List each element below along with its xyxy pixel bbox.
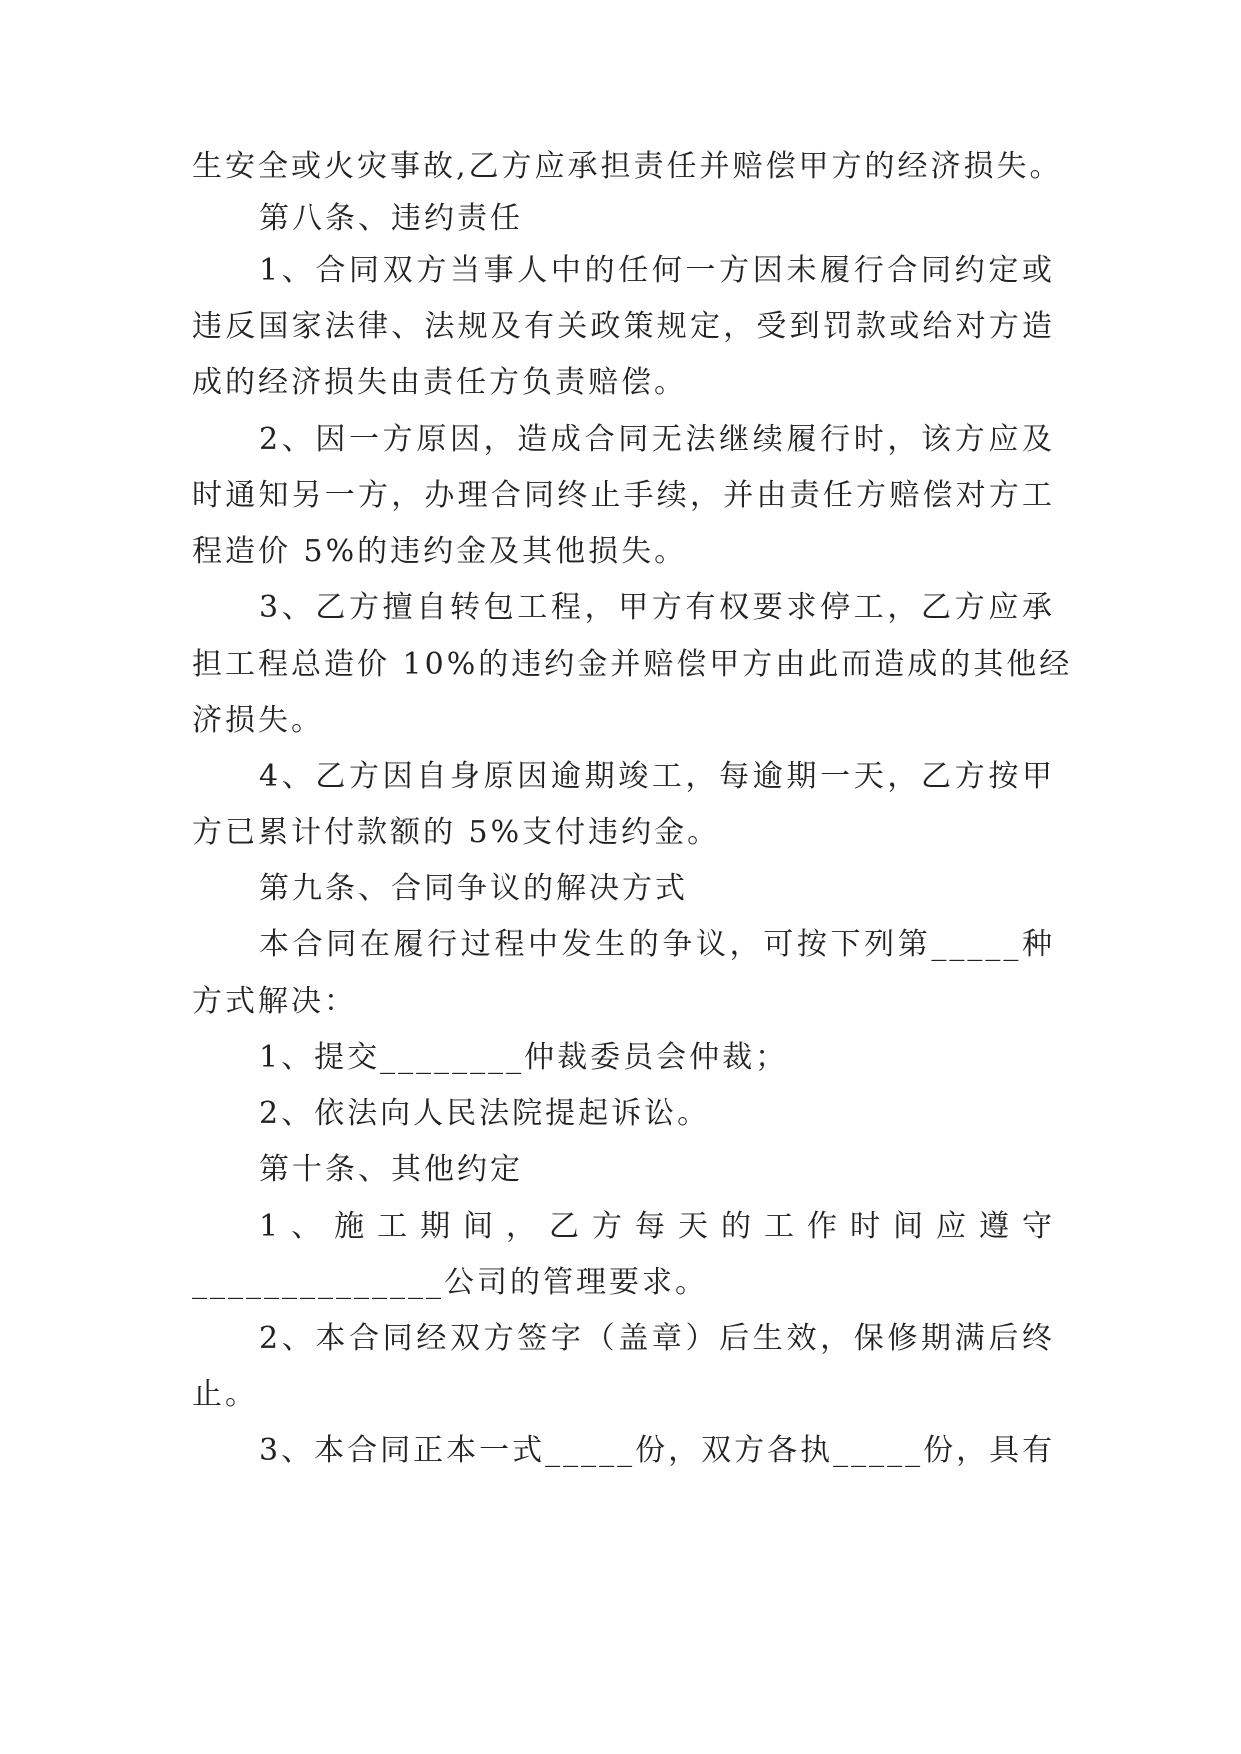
text-line: 方式解决： — [192, 984, 357, 1019]
text-line: 1、提交________仲裁委员会仲裁； — [259, 1040, 789, 1075]
text-line: 4、乙方因自身原因逾期竣工，每逾期一天，乙方按甲 — [259, 759, 1055, 794]
text-line: 止。 — [192, 1377, 258, 1412]
text-line: 2、本合同经双方签字（盖章）后生效，保修期满后终 — [259, 1321, 1055, 1356]
text-line: 2、因一方原因，造成合同无法继续履行时，该方应及 — [259, 422, 1055, 457]
text-line: 1、施工期间，乙方每天的工作时间应遵守 — [259, 1209, 1055, 1244]
text-line: 成的经济损失由责任方负责赔偿。 — [192, 365, 687, 400]
text-line: 担工程总造价 10%的违约金并赔偿甲方由此而造成的其他经 — [192, 647, 1073, 682]
text-line: 本合同在履行过程中发生的争议，可按下列第_____种 — [259, 927, 1055, 962]
text-line: 2、依法向人民法院提起诉讼。 — [259, 1096, 711, 1131]
section-heading: 第九条、合同争议的解决方式 — [259, 871, 688, 906]
text-line: 方已累计付款额的 5%支付违约金。 — [192, 815, 721, 850]
text-line: 生安全或火灾事故,乙方应承担责任并赔偿甲方的经济损失。 — [192, 149, 1063, 184]
text-line: 济损失。 — [192, 703, 324, 738]
text-line: 3、乙方擅自转包工程，甲方有权要求停工，乙方应承 — [259, 590, 1055, 625]
section-heading: 第十条、其他约定 — [259, 1152, 523, 1187]
text-line: 1、合同双方当事人中的任何一方因未履行合同约定或 — [259, 253, 1055, 288]
text-line: 时通知另一方，办理合同终止手续，并由责任方赔偿对方工 — [192, 478, 1055, 513]
text-line: 违反国家法律、法规及有关政策规定，受到罚款或给对方造 — [192, 309, 1055, 344]
text-line: 3、本合同正本一式_____份，双方各执_____份，具有 — [259, 1433, 1056, 1468]
text-line: 程造价 5%的违约金及其他损失。 — [192, 534, 688, 569]
section-heading: 第八条、违约责任 — [259, 201, 523, 236]
text-line: ______________公司的管理要求。 — [192, 1265, 708, 1300]
